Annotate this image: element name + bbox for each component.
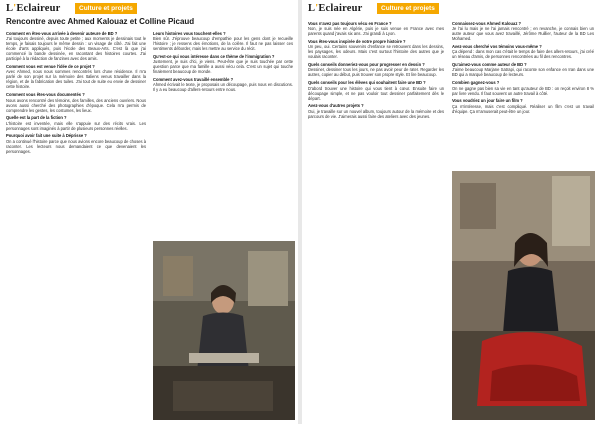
question: Avez-vous d'autres projets ?: [308, 103, 364, 109]
text-column: [153, 28, 293, 238]
interview-photo: [153, 241, 295, 420]
answer: Non, je suis née en Algérie, puis je suis venue en France avec mes parents quand j'avais six ans. J'ai grandi à Lyon.: [308, 26, 444, 37]
qa-block: [308, 62, 444, 78]
question: Quels conseils pour les élèves qui souhaitent faire une BD ?: [308, 79, 426, 85]
answer: Je l'ai lu mais je ne l'ai jamais rencontré ; en revanche, je connais bien un autre auteur que vous avez travaillé, Jérôme Ruillier, l'auteur de la BD Les Mohamed.: [452, 26, 594, 42]
qa-block: [308, 21, 444, 37]
answer: L'histoire est inventée, mais elle s'appuie sur des récits vrais. Les personnages sont imaginés à partir de plusieurs personnes réelles.: [6, 120, 146, 131]
answer: Nous avons rencontré des témoins, des familles, des anciens ouvriers. Nous avons aussi cherché des photographies d'époque. Cela m'a permis de comprendre les gestes, les costumes, les lieux.: [6, 97, 146, 113]
question: Avez-vous cherché vos témoins vous-même ?: [452, 43, 542, 49]
answer: J'ai toujours dessiné, depuis toute petite ; aux moments je dessinais tout le temps, je faisais toujours le même dessin : un visage de côté. J'ai fait une école d'arts appliqués, puis l'école des Beaux-Arts. C'est là que j'ai commencé la bande dessinée, en racontant des histoires courtes. J'ai participé à la rédaction de fanzines avec des amis.: [6, 36, 146, 62]
question: Connaissez-vous Ahmed Kalouaz ?: [452, 20, 521, 26]
right-page: [302, 0, 600, 424]
qa-block: [6, 115, 146, 131]
answer: Oui, je travaille sur un nouvel album, toujours autour de la mémoire et des parcours de vie. J'aimerais aussi faire des ateliers avec des jeunes.: [308, 108, 444, 119]
interview-photo: [452, 171, 595, 420]
text-column: [452, 18, 594, 168]
question: Qu'est-ce qui vous intéresse dans ce thème de l'immigration ?: [153, 53, 275, 59]
question: Qu'aimez-vous comme auteur de BD ?: [452, 61, 527, 67]
question: Quelle est la part de la fiction ?: [6, 115, 67, 121]
photo-illustration: [452, 171, 595, 420]
qa-block: [452, 80, 594, 96]
answer: On a continué l'histoire parce que nous avions encore beaucoup de choses à raconter. Les lecteurs nous demandaient ce que devenaient les personnages.: [6, 138, 146, 154]
question: Pourquoi avoir fait une suite à Déprisse ?: [6, 133, 87, 139]
question: Quels conseils donneriez-vous pour progresser en dessin ?: [308, 61, 425, 67]
answer: Ahmed écrivait le texte, je proposais un découpage, puis nous en discutions. Il y a eu beaucoup d'allers-retours entre nous.: [153, 82, 293, 93]
qa-block: [153, 77, 293, 93]
question: Vous n'avez pas toujours vécu en France ?: [308, 20, 392, 26]
answer: J'aime beaucoup Marjane Satrapi, qui raconte son enfance en Iran dans une BD qui a marqué beaucoup de lecteurs.: [452, 67, 594, 78]
magazine-logo: L'Eclaireur: [6, 3, 61, 14]
question: Vous voudriez un jour faire un film ?: [452, 98, 523, 104]
qa-block: [153, 31, 293, 52]
left-page: [0, 0, 298, 424]
answer: Ça dépend : dans mon cas c'était le temps de faire des allers-retours, j'ai créé un réseau d'amis, de personnes rencontrées au fil des rencontres.: [452, 49, 594, 60]
answer: Avec Ahmed, nous nous sommes rencontrés lors d'une résidence. Il m'a parlé de son projet sur la mémoire des Italiens venus travailler dans la région, et de la fabrication des tuiles. J'ai tout de suite eu envie de dessiner cette histoire.: [6, 69, 146, 90]
question: Vous êtes-vous inspirée de votre propre histoire ?: [308, 38, 406, 44]
magazine-logo: L'Eclaireur: [308, 3, 363, 14]
question: Leurs histoires vous touchent-elles ?: [153, 30, 226, 36]
question: Comment vous êtes-vous documentés ?: [6, 92, 85, 98]
qa-block: [6, 64, 146, 90]
qa-block: [6, 31, 146, 62]
question: Comment en êtes-vous arrivée à devenir auteure de BD ?: [6, 30, 118, 36]
qa-block: [452, 62, 594, 78]
section-rubric: Culture et projets: [377, 3, 439, 14]
qa-block: [6, 92, 146, 113]
article-title: Rencontre avec Ahmed Kalouaz et Colline Picaud: [6, 17, 195, 26]
qa-block: [153, 54, 293, 75]
answer: On ne gagne pas bien sa vie en tant qu'auteur de BD : on reçoit environ 8 % par livre vendu. Il faut souvent un autre travail à côté.: [452, 85, 594, 96]
page-header: [308, 3, 594, 15]
answer: Ça m'intéresse, mais c'est compliqué. Réaliser un film c'est un travail d'équipe. Ça m'amuserait peut-être un jour.: [452, 103, 594, 114]
photo-illustration: [153, 241, 295, 420]
answer: Justement, je suis d'ici, je viens. Peut-être que je suis touchée par cette question parce que ma famille a aussi vécu cela. C'est un sujet qui touche finalement beaucoup de monde.: [153, 59, 293, 75]
answer: Un peu, oui. Certains souvenirs d'enfance se retrouvent dans les dessins, les paysages, les odeurs. Mais c'est surtout l'histoire des autres que je voulais raconter.: [308, 44, 444, 60]
qa-block: [308, 39, 444, 60]
qa-block: [452, 21, 594, 42]
question: Combien gagnez-vous ?: [452, 79, 500, 85]
qa-block: [308, 103, 444, 119]
text-column: [308, 18, 444, 420]
page-header: [6, 3, 292, 15]
qa-block: [452, 98, 594, 114]
question: Comment vous est venue l'idée de ce projet ?: [6, 63, 95, 69]
qa-block: [6, 133, 146, 154]
section-rubric: Culture et projets: [75, 3, 137, 14]
answer: Dessiner, dessiner tous les jours, ne pas avoir peur de rater. Regarder les autres, copier au début, puis trouver son propre style. Et lire beaucoup.: [308, 67, 444, 78]
qa-block: [452, 44, 594, 60]
text-column: [6, 28, 146, 420]
answer: Bien sûr. J'éprouve beaucoup d'empathie pour les gens dont je recueille l'histoire ; je ressens des émotions, de la colère. Il faut ne pas laisser ces sentiments déborder, mais les mettre au service du récit.: [153, 36, 293, 52]
question: Comment avez-vous travaillé ensemble ?: [153, 76, 234, 82]
answer: D'abord trouver une histoire qui vous tient à cœur. Ensuite faire un découpage simple, et ne pas vouloir tout dessiner parfaitement dès le départ.: [308, 85, 444, 101]
qa-block: [308, 80, 444, 101]
